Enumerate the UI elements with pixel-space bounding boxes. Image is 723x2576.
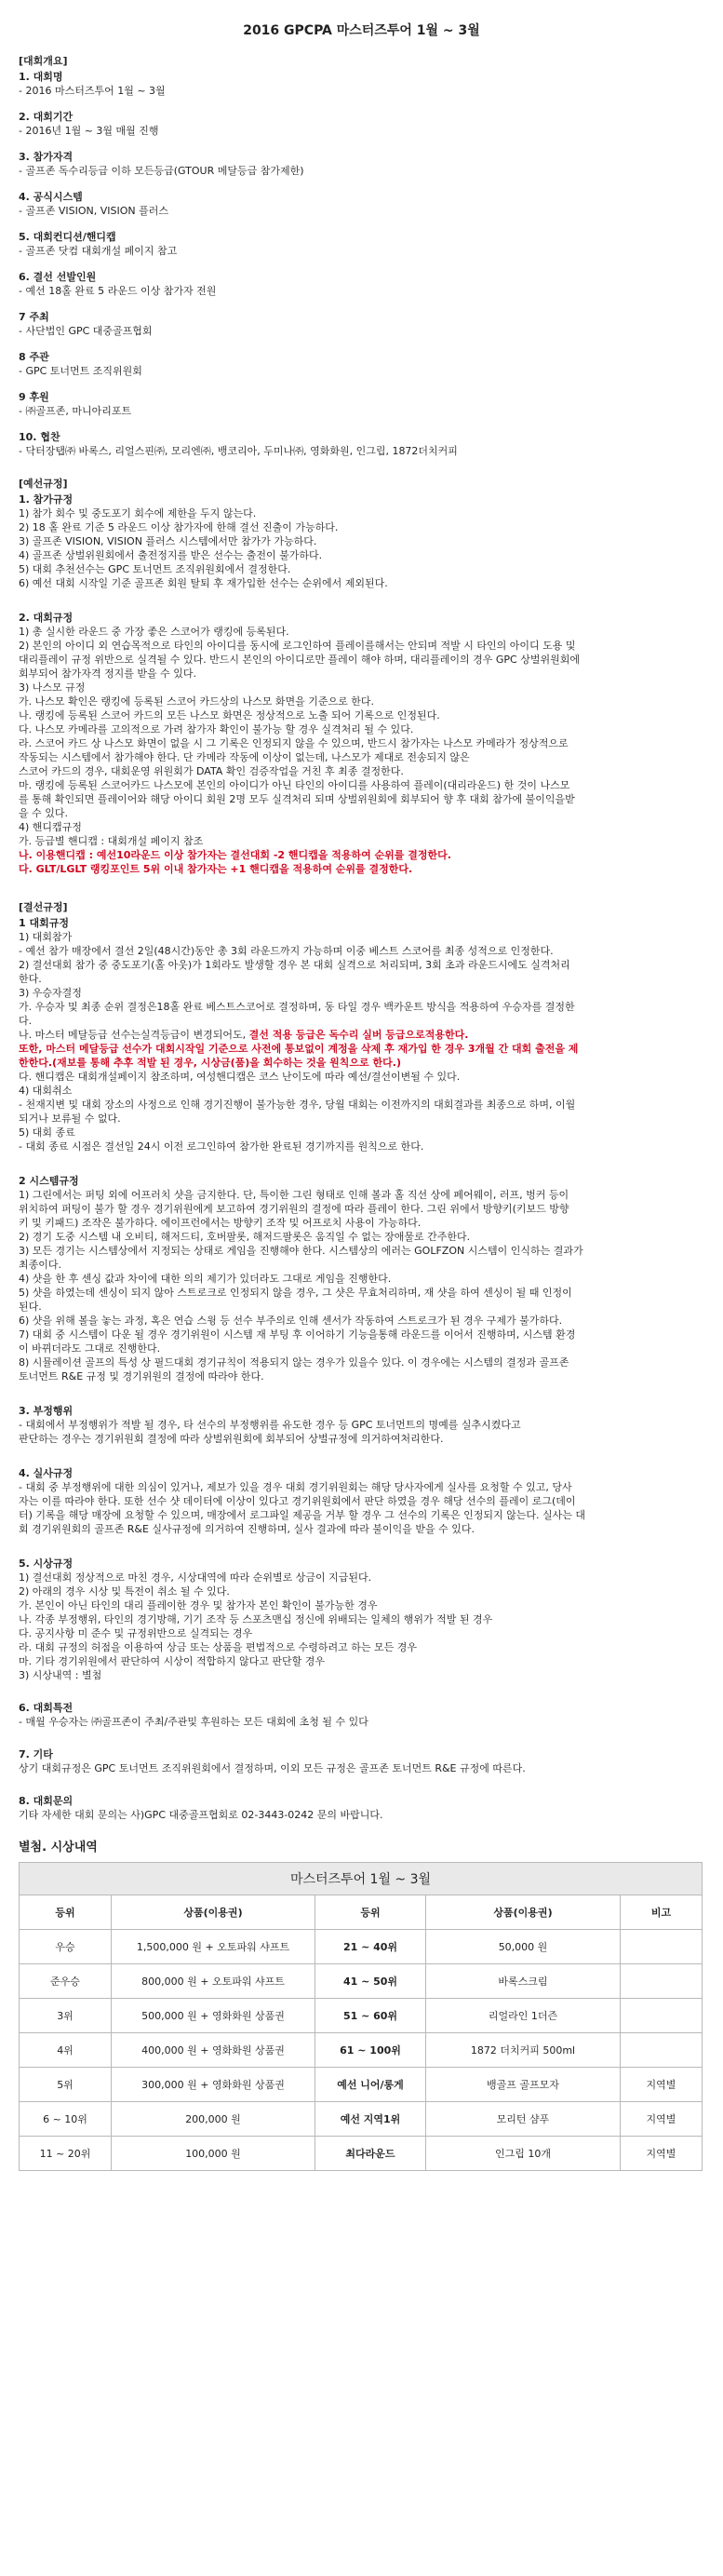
prize-rank-cell: 예선 니어/롱게 — [315, 2068, 426, 2102]
final-s4-line: - 대회 중 부정행위에 대한 의심이 있거나, 제보가 있을 경우 대회 경기위원회는 해당 당사자에게 실사를 요청할 수 있고, 당사 — [19, 1481, 572, 1493]
final-s1b-list — [19, 1070, 704, 1153]
prelim-s2-line: 를 통해 확인되면 플레이어와 해당 아이디 회원 2명 모두 실격처리 되며 상벌위원회에 회부되어 향 후 대회 참가에 불이익을받 — [19, 793, 575, 805]
overview-item-line: - 골프존 닷컴 대회개설 페이지 참고 — [19, 245, 178, 257]
final-s2-line: 최종이다. — [19, 1259, 62, 1271]
final-s2-line: 7) 대회 중 시스템이 다운 될 경우 경기위원이 시스템 재 부팅 후 이어하기 기능을통해 라운드를 이어서 진행하며, 시스템 환경 — [19, 1328, 576, 1341]
final-s5-line: 가. 본인이 아닌 타인의 대리 플레이한 경우 및 참가자 본인 확인이 불가능한 경우 — [19, 1599, 378, 1612]
final-s5-heading: 5. 시상규정 — [19, 1558, 74, 1570]
prize-table-row — [20, 1964, 703, 1999]
prize-item-cell: 500,000 원 + 영화화원 상품권 — [112, 1999, 315, 2033]
final-s1-heading: 1 대회규정 — [19, 917, 69, 929]
overview-item-heading: 7 주최 — [19, 311, 49, 323]
prelim-s2-line: 3) 나스모 규정 — [19, 681, 86, 694]
final-s1a-line: 3) 우승자결정 — [19, 987, 82, 999]
final-s8-heading: 8. 대회문의 — [19, 1795, 74, 1807]
final-s1a-list — [19, 930, 704, 1028]
final-s7-list — [19, 1761, 704, 1775]
final-s2-line: 된다. — [19, 1301, 42, 1313]
prize-item-cell: 50,000 원 — [426, 1930, 621, 1964]
final-s1-mixed-red: 결선 적용 등급은 독수리 실버 등급으로적용한다. — [248, 1029, 469, 1041]
prize-table-header-row — [20, 1895, 703, 1930]
final-s1b-line: 4) 대회취소 — [19, 1085, 73, 1097]
prize-rank-cell: 준우승 — [20, 1964, 112, 1999]
overview-section — [19, 54, 704, 458]
final-s2-line: 토너먼트 R&E 규정 및 경기위원의 결정에 따라야 한다. — [19, 1370, 264, 1382]
prelim-s2-line: 마. 랭킹에 등록된 스코어카드 나스모에 본인의 아이디가 아닌 타인의 아이디를 사용하여 플레이(대리라운드) 한 것이 나스모 — [19, 779, 570, 791]
final-s6-list — [19, 1715, 704, 1729]
prelim-s2-line: 다. 나스모 카메라를 고의적으로 가려 참가자 확인이 불가능 할 경우 실격처리 될 수 있다. — [19, 723, 414, 735]
prize-table-caption: 마스터즈투어 1월 ~ 3월 — [20, 1863, 703, 1895]
prize-note-cell — [621, 1999, 703, 2033]
overview-item-heading: 9 후원 — [19, 391, 49, 403]
final-s1a-line: 1) 대회참가 — [19, 931, 73, 943]
prize-rank-cell: 41 ~ 50위 — [315, 1964, 426, 1999]
prelim-s1-list — [19, 506, 704, 590]
final-s2-line: 4) 샷을 한 후 센싱 값과 차이에 대한 의의 제기가 있더라도 그대로 게임을 진행한다. — [19, 1273, 392, 1285]
final-s2-line: 3) 모든 경기는 시스템상에서 지정되는 상태로 게임을 진행해야 한다. 시스템상의 에러는 GOLFZON 시스템이 인식하는 결과가 — [19, 1245, 583, 1257]
final-s1a-line: 한다. — [19, 973, 42, 985]
final-s2-line: 위치하여 퍼팅이 불가 할 경우 경기위원에게 보고하여 경기위원의 결정에 따라 플레이 한다. 그린 위에서 방향키(키보드 방향 — [19, 1203, 569, 1215]
overview-item-line: - 예선 18홀 완료 5 라운드 이상 참가자 전원 — [19, 285, 217, 297]
prelim-s2-line: 가. 나스모 확인은 랭킹에 등록된 스코어 카드상의 나스모 화면을 기준으로 한다. — [19, 695, 374, 708]
final-s5-line: 3) 시상내역 : 별첨 — [19, 1669, 102, 1681]
prelim-s2-red-list — [19, 848, 704, 876]
overview-item-heading: 3. 참가자격 — [19, 151, 74, 163]
prelim-s2-line: 가. 등급별 핸디캡 : 대회개설 페이지 참조 — [19, 835, 204, 847]
prelim-s2-line: 4) 핸디캡규정 — [19, 821, 82, 833]
prize-item-cell: 400,000 원 + 영화화원 상품권 — [112, 2033, 315, 2068]
final-s5-line: 다. 공지사항 미 준수 및 규정위반으로 실격되는 경우 — [19, 1627, 253, 1639]
prize-header-rank-2: 등위 — [315, 1895, 426, 1930]
overview-item-line: - GPC 토너먼트 조직위원회 — [19, 365, 142, 377]
prize-table-row — [20, 2068, 703, 2102]
prelim-s2-line: 나. 랭킹에 등록된 스코어 카드의 모든 나스모 화면은 정상적으로 노출 되어 기록으로 인정된다. — [19, 709, 440, 722]
prelim-s1-line: 5) 대회 추천선수는 GPC 토너먼트 조직위원회에서 결정한다. — [19, 563, 291, 575]
prelim-s2-list — [19, 625, 704, 848]
prize-header-rank-1: 등위 — [20, 1895, 112, 1930]
prelim-s2-line: 대리플레이 규정 위반으로 실격될 수 있다. 반드시 본인의 아이디로만 플레이 해야 하며, 대리플레이의 경우 GPC 상벌위원회에 — [19, 654, 580, 666]
final-s7-heading: 7. 기타 — [19, 1748, 53, 1760]
prize-rank-cell: 5위 — [20, 2068, 112, 2102]
prize-table-row — [20, 2137, 703, 2171]
prize-item-cell: 1872 더치커피 500ml — [426, 2033, 621, 2068]
prize-item-cell: 100,000 원 — [112, 2137, 315, 2171]
prize-rank-cell: 11 ~ 20위 — [20, 2137, 112, 2171]
overview-item-heading: 1. 대회명 — [19, 71, 63, 83]
prelim-s2-line: 을 수 있다. — [19, 807, 68, 819]
prize-item-cell: 300,000 원 + 영화화원 상품권 — [112, 2068, 315, 2102]
prize-rank-cell: 6 ~ 10위 — [20, 2102, 112, 2137]
prize-rank-cell: 예선 지역1위 — [315, 2102, 426, 2137]
final-s5-line: 2) 아래의 경우 시상 및 특전이 취소 될 수 있다. — [19, 1585, 230, 1598]
final-s5-line: 라. 대회 규정의 허점을 이용하여 상금 또는 상품을 편법적으로 수령하려고 하는 모든 경우 — [19, 1641, 417, 1653]
prize-rank-cell: 21 ~ 40위 — [315, 1930, 426, 1964]
overview-item-line: - ㈜골프존, 마니아리포트 — [19, 405, 132, 417]
prize-table-row — [20, 1999, 703, 2033]
prelim-s2-line: 회부되어 참가자격 정지를 받을 수 있다. — [19, 668, 196, 680]
document-title: 2016 GPCPA 마스터즈투어 1월 ~ 3월 — [243, 23, 480, 38]
overview-item-line: - 사단법인 GPC 대중골프협회 — [19, 325, 153, 337]
final-s5-line: 마. 기타 경기위원에서 판단하여 시상이 적합하지 않다고 판단할 경우 — [19, 1655, 325, 1667]
final-s4-heading: 4. 실사규정 — [19, 1467, 74, 1479]
overview-list — [19, 70, 704, 458]
final-s4-line: 자는 이를 따라야 한다. 또한 선수 샷 데이터에 이상이 있다고 경기위원회에서 판단 하였을 경우 해당 선수의 플레이 로그(데이 — [19, 1495, 576, 1507]
final-s1a-line: - 예선 참가 매장에서 결선 2일(48시간)동안 총 3회 라운드까지 가능하며 이중 베스트 스코어를 최종 성적으로 인정한다. — [19, 945, 554, 957]
prize-item-cell: 뱅골프 골프모자 — [426, 2068, 621, 2102]
prelim-s1-line: 2) 18 홀 완료 기준 5 라운드 이상 참가자에 한해 결선 진출이 가능하다. — [19, 521, 339, 533]
final-s4-line: 터) 기록을 해당 매장에 요청할 수 있으며, 매장에서 로그파일 제공을 거부 할 경우 그 선수의 기록은 인정되지 않는다. 실사는 대 — [19, 1509, 586, 1521]
prize-rank-cell: 51 ~ 60위 — [315, 1999, 426, 2033]
prize-table-row — [20, 2033, 703, 2068]
final-s2-line: 5) 샷을 하였는데 센싱이 되지 않아 스트로크로 인정되지 않을 경우, 그 샷은 무효처리하며, 재 샷을 하여 센싱이 될 때 인정이 — [19, 1287, 572, 1299]
final-s5-line: 1) 결선대회 정상적으로 마친 경우, 시상대역에 따라 순위별로 상금이 지급된다. — [19, 1571, 372, 1584]
final-s2-line: 8) 시뮬레이션 골프의 특성 상 필드대회 경기규칙이 적용되지 않는 경우가 있을수 있다. 이 경우에는 시스템의 결정과 골프존 — [19, 1356, 569, 1369]
final-header: [결선규정] — [19, 901, 68, 913]
prize-header-prize-2: 상품(이용권) — [426, 1895, 621, 1930]
prize-rank-cell: 최다라운드 — [315, 2137, 426, 2171]
prize-item-cell: 200,000 원 — [112, 2102, 315, 2137]
final-s4-list — [19, 1480, 704, 1536]
overview-item-line: - 2016년 1월 ~ 3월 매월 진행 — [19, 125, 159, 137]
final-s5-line: 나. 각종 부정행위, 타인의 경기방해, 기기 조작 등 스포츠맨십 정신에 위배되는 일체의 행위가 적발 된 경우 — [19, 1613, 493, 1625]
prize-item-cell: 800,000 원 + 오토파워 샤프트 — [112, 1964, 315, 1999]
overview-item-heading: 10. 협찬 — [19, 431, 60, 443]
final-s4-line: 회 경기위원회의 골프존 R&E 실사규정에 의거하여 진행하며, 실사 결과에 따라 불이익을 받을 수 있다. — [19, 1523, 475, 1535]
prize-rank-cell: 4위 — [20, 2033, 112, 2068]
prelim-s1-line: 6) 예선 대회 시작일 기준 골프존 회원 탈퇴 후 재가입한 선수는 순위에서 제외된다. — [19, 577, 388, 589]
prelim-s2-line: 라. 스코어 카드 상 나스모 화면이 없을 시 그 기록은 인정되지 않을 수 있으며, 반드시 참가자는 나스모 카메라가 정상적으로 — [19, 737, 569, 749]
prize-rank-cell: 3위 — [20, 1999, 112, 2033]
prelim-s2-line: 2) 본인의 아이디 외 연습목적으로 타인의 아이디를 동시에 로그인하여 플레이를해서는 안되며 적발 시 타인의 아이디 도용 및 — [19, 640, 576, 652]
overview-item-heading: 8 주관 — [19, 351, 49, 363]
final-s6-heading: 6. 대회특전 — [19, 1702, 74, 1714]
prize-header-prize-1: 상품(이용권) — [112, 1895, 315, 1930]
final-s1-red-line: 또한, 마스터 메달등급 선수가 대회시작일 기준으로 사전에 통보없이 계정을 삭제 후 재가입 한 경우 3개월 간 대회 출전을 제 — [19, 1043, 579, 1055]
prize-table — [19, 1862, 703, 2171]
prize-note-cell — [621, 1964, 703, 1999]
prize-table-row — [20, 2102, 703, 2137]
final-s1b-line: 되거나 보류될 수 없다. — [19, 1113, 121, 1125]
final-s1b-line: - 천재지변 및 대회 장소의 사정으로 인해 경기진행이 불가능한 경우, 당월 대회는 이전까지의 대회결과를 최종으로 하며, 이월 — [19, 1099, 576, 1111]
prelim-header: [예선규정] — [19, 478, 68, 490]
final-s1-mixed-line — [19, 1028, 704, 1042]
prelim-s1-line: 4) 골프존 상벌위원회에서 출전정지를 받은 선수는 출전이 불가하다. — [19, 549, 323, 561]
final-s2-line: 2) 경기 도중 시스템 내 오비티, 해저드티, 호버팔롯, 해저드팔롯은 움직일 수 없는 장애물로 간주한다. — [19, 1231, 471, 1243]
prize-item-cell: 인그립 10개 — [426, 2137, 621, 2171]
prelim-section — [19, 477, 704, 876]
final-s1a-line: 다. — [19, 1015, 33, 1027]
final-s6-line: - 매월 우승자는 ㈜골프존이 주최/주관및 후원하는 모든 대회에 초청 될 수 있다 — [19, 1716, 368, 1728]
final-s8-line: 기타 자세한 대회 문의는 사)GPC 대중골프협회로 02-3443-0242 문의 바랍니다. — [19, 1809, 383, 1821]
prize-note-cell: 지역별 — [621, 2068, 703, 2102]
prelim-s2-line: 1) 총 실시한 라운드 중 가장 좋은 스코어가 랭킹에 등록된다. — [19, 626, 289, 638]
prelim-s1-line: 3) 골프존 VISION, VISION 플러스 시스템에서만 참가가 가능하다. — [19, 535, 317, 547]
final-s7-line: 상기 대회규정은 GPC 토너먼트 조직위원회에서 결정하며, 이외 모든 규정은 골프존 토너먼트 R&E 규정에 따른다. — [19, 1762, 526, 1774]
overview-item-line: - 닥터장탭㈜ 바록스, 리얼스핀㈜, 모리엔㈜, 뱅코리아, 두미나㈜, 영화화원, 인그립, 1872더치커피 — [19, 445, 458, 457]
prelim-s2-red-line: 다. GLT/LGLT 랭킹포인트 5위 이내 참가자는 +1 핸디캡을 적용하여 순위를 결정한다. — [19, 863, 413, 875]
final-s1b-line: - 대회 종료 시점은 결선일 24시 이전 로그인하여 참가한 완료된 경기까지를 원칙으로 한다. — [19, 1140, 424, 1153]
prize-note-cell: 지역별 — [621, 2137, 703, 2171]
prize-rank-cell: 우승 — [20, 1930, 112, 1964]
overview-item-line: - 골프존 독수리등급 이하 모든등급(GTOUR 메달등급 참가제한) — [19, 165, 304, 177]
overview-item-line: - 골프존 VISION, VISION 플러스 — [19, 205, 168, 217]
prelim-s1-heading: 1. 참가규정 — [19, 493, 74, 506]
prize-item-cell: 모리턴 샴푸 — [426, 2102, 621, 2137]
final-section — [19, 900, 704, 1822]
final-s1b-line: 5) 대회 종료 — [19, 1126, 75, 1139]
final-s2-line: 6) 샷을 위해 볼을 놓는 과정, 혹은 연습 스윙 등 선수 부주의로 인해 센서가 작동하여 스트로크가 된 경우 구제가 불가하다. — [19, 1315, 563, 1327]
final-s1a-line: 가. 우승자 및 최종 순위 결정은18홀 완료 베스트스코어로 결정하며, 동 타일 경우 백카운트 방식을 적용하여 우승자를 결정한 — [19, 1001, 575, 1013]
prize-table-row — [20, 1930, 703, 1964]
prize-table-body — [20, 1930, 703, 2171]
prelim-s2-line: 작동되는 시스템에서 참가해야 한다. 단 카메라 작동에 이상이 없는데, 나스모가 제대로 전송되지 않은 — [19, 751, 470, 763]
overview-item-heading: 2. 대회기간 — [19, 111, 74, 123]
overview-item-heading: 4. 공식시스템 — [19, 191, 83, 203]
final-s2-line: 키 및 키패드) 조작은 불가하다. 에이프런에서는 방향키 조작 및 어프로치 사용이 가능하다. — [19, 1217, 422, 1229]
final-s8-list — [19, 1808, 704, 1822]
prize-note-cell: 지역별 — [621, 2102, 703, 2137]
prelim-s2-red-line: 나. 이용핸디캡 : 예선10라운드 이상 참가자는 결선대회 -2 핸디캡을 적용하여 순위를 결정한다. — [19, 849, 451, 861]
prize-note-cell — [621, 2033, 703, 2068]
overview-item-line: - 2016 마스터즈투어 1월 ~ 3월 — [19, 85, 166, 97]
final-s5-list — [19, 1571, 704, 1682]
prize-rank-cell: 61 ~ 100위 — [315, 2033, 426, 2068]
final-s1-red-list — [19, 1042, 704, 1070]
final-s1a-line: 2) 결선대회 참가 중 중도포기(홀 아웃)가 1회라도 발생할 경우 본 대회 실격으로 처리되며, 3회 초과 라운드시에도 실격처리 — [19, 959, 570, 971]
prelim-s2-heading: 2. 대회규정 — [19, 612, 74, 624]
final-s3-list — [19, 1418, 704, 1446]
final-s1-red-line: 한한다.(재보를 통해 추후 적발 된 경우, 시상금(품)을 회수하는 것을 원칙으로 한다.) — [19, 1057, 401, 1069]
final-s3-line: 판단하는 경우는 경기위원회 결정에 따라 상벌위원회에 회부되어 상벌규정에 의거하여처리한다. — [19, 1433, 444, 1445]
overview-item-heading: 5. 대회컨디션/핸디캡 — [19, 231, 116, 243]
final-s3-heading: 3. 부정행위 — [19, 1405, 74, 1417]
prelim-s2-line: 스코어 카드의 경우, 대회운영 위원회가 DATA 확인 검증작업을 거친 후 최종 결정한다. — [19, 765, 404, 777]
prize-item-cell: 바록스크림 — [426, 1964, 621, 1999]
prize-item-cell: 리얼라인 1더즌 — [426, 1999, 621, 2033]
final-s2-line: 이 바뀌더라도 그대로 진행한다. — [19, 1342, 161, 1355]
prize-item-cell: 1,500,000 원 + 오토파워 샤프트 — [112, 1930, 315, 1964]
final-s2-heading: 2 시스템규정 — [19, 1175, 79, 1187]
prize-note-cell — [621, 1930, 703, 1964]
final-s2-line: 1) 그린에서는 퍼팅 외에 어프러치 샷을 금지한다. 단, 특이한 그린 형태로 인해 볼과 홀 직선 상에 페어웨이, 러프, 벙커 등이 — [19, 1189, 569, 1201]
final-s3-line: - 대회에서 부정행위가 적발 될 경우, 타 선수의 부정행위를 유도한 경우 등 GPC 토너먼트의 명예를 실추시켰다고 — [19, 1419, 521, 1431]
overview-item-heading: 6. 결선 선발인원 — [19, 271, 97, 283]
final-s1-mixed-normal: 나. 마스터 메달등급 선수는실격등급이 변경되어도, — [19, 1029, 247, 1041]
prelim-s1-line: 1) 참가 회수 및 중도포기 회수에 제한을 두지 않는다. — [19, 507, 257, 519]
prize-section-title: 별첨. 시상내역 — [19, 1841, 98, 1854]
prize-header-note: 비고 — [621, 1895, 703, 1930]
final-s1b-line: 다. 핸디캡은 대회개설페이지 참조하며, 여성핸디캡은 코스 난이도에 따라 예선/결선이변될 수 있다. — [19, 1071, 461, 1083]
overview-header: [대회개요] — [19, 55, 68, 67]
final-s2-list — [19, 1188, 704, 1383]
